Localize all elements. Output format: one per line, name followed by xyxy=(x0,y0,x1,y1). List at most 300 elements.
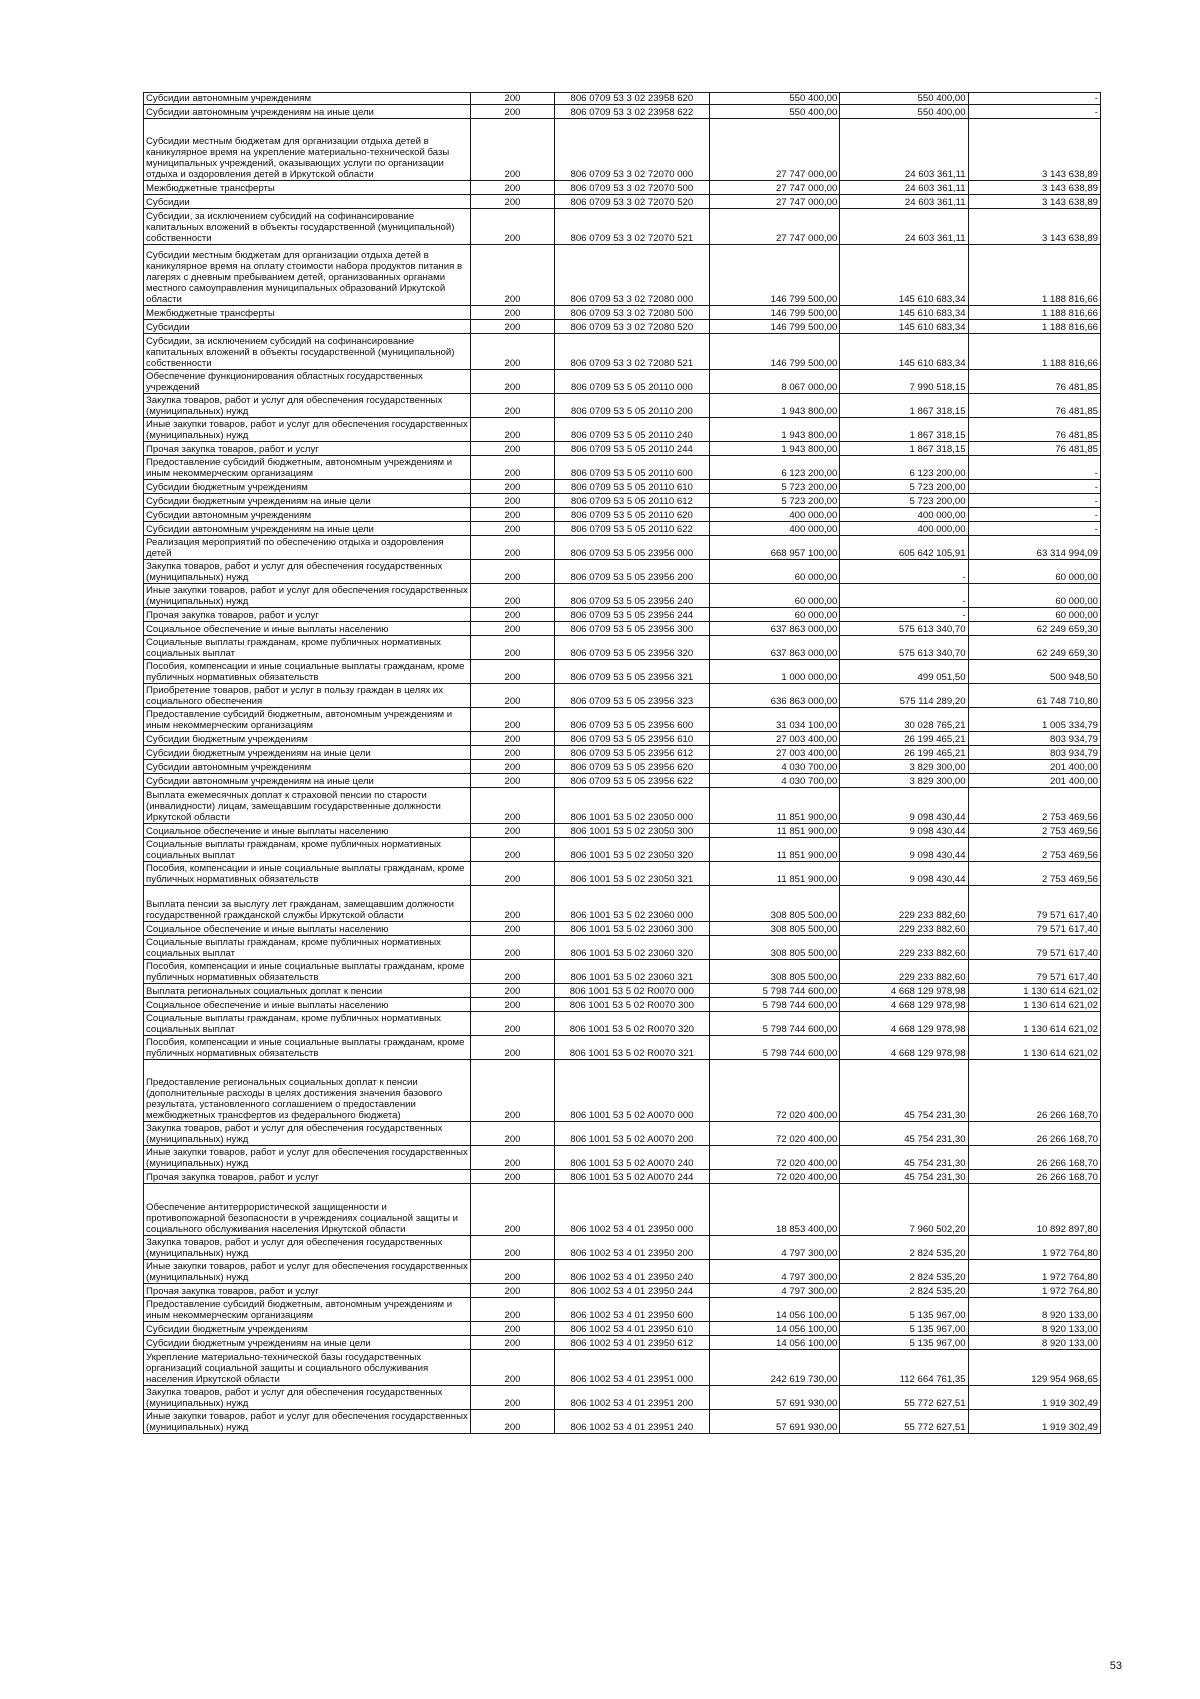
row-unexecuted: 1 130 614 621,02 xyxy=(968,1036,1100,1060)
table-row xyxy=(144,708,1101,732)
budget-execution-table xyxy=(143,92,1101,1434)
row-executed: 55 772 627,51 xyxy=(840,1410,968,1434)
row-approved: 637 863 000,00 xyxy=(710,636,840,660)
row-name: Субсидии автономным учреждениям xyxy=(144,508,471,522)
row-executed: 4 668 129 978,98 xyxy=(840,1036,968,1060)
row-executed: 499 051,50 xyxy=(840,660,968,684)
row-unexecuted: 79 571 617,40 xyxy=(968,960,1100,984)
table-row xyxy=(144,1060,1101,1122)
row-name: Предоставление региональных социальных доплат к пенсии (дополнительные расходы в целях достижения значения базового результата, установленного соглашением о предоставлении межбюджетных трансфертов из федерального бюджета) xyxy=(144,1060,471,1122)
row-approved: 11 851 900,00 xyxy=(710,824,840,838)
row-approved: 1 943 800,00 xyxy=(710,418,840,442)
table-row xyxy=(144,209,1101,245)
row-name: Субсидии бюджетным учреждениям на иные цели xyxy=(144,746,471,760)
row-kbk: 806 0709 53 3 02 23958 620 xyxy=(554,93,709,105)
row-name: Иные закупки товаров, работ и услуг для обеспечения государственных (муниципальных) нужд xyxy=(144,1410,471,1434)
table-row xyxy=(144,1260,1101,1284)
row-name: Закупка товаров, работ и услуг для обеспечения государственных (муниципальных) нужд xyxy=(144,1122,471,1146)
row-name: Иные закупки товаров, работ и услуг для обеспечения государственных (муниципальных) нужд xyxy=(144,418,471,442)
row-kbk: 806 1001 53 5 02 R0070 320 xyxy=(554,1012,709,1036)
row-name: Субсидии автономным учреждениям на иные цели xyxy=(144,522,471,536)
row-code: 200 xyxy=(471,442,554,456)
row-name: Приобретение товаров, работ и услуг в пользу граждан в целях их социального обеспечения xyxy=(144,684,471,708)
row-approved: 4 030 700,00 xyxy=(710,774,840,788)
row-kbk: 806 0709 53 5 05 20110 622 xyxy=(554,522,709,536)
row-name: Иные закупки товаров, работ и услуг для обеспечения государственных (муниципальных) нужд xyxy=(144,1146,471,1170)
row-name: Закупка товаров, работ и услуг для обеспечения государственных (муниципальных) нужд xyxy=(144,394,471,418)
row-unexecuted: 8 920 133,00 xyxy=(968,1298,1100,1322)
row-name: Субсидии автономным учреждениям xyxy=(144,93,471,105)
row-unexecuted: 26 266 168,70 xyxy=(968,1060,1100,1122)
table-body xyxy=(144,93,1101,1434)
table-row xyxy=(144,886,1101,922)
row-code: 200 xyxy=(471,838,554,862)
row-unexecuted: 1 188 816,66 xyxy=(968,306,1100,320)
table-row xyxy=(144,984,1101,998)
row-unexecuted: 60 000,00 xyxy=(968,560,1100,584)
row-kbk: 806 0709 53 5 05 20110 600 xyxy=(554,456,709,480)
row-approved: 242 619 730,00 xyxy=(710,1350,840,1386)
row-kbk: 806 1001 53 5 02 A0070 200 xyxy=(554,1122,709,1146)
row-approved: 57 691 930,00 xyxy=(710,1386,840,1410)
row-executed: 400 000,00 xyxy=(840,508,968,522)
row-name: Межбюджетные трансферты xyxy=(144,181,471,195)
row-unexecuted: 1 919 302,49 xyxy=(968,1386,1100,1410)
row-executed: 145 610 683,34 xyxy=(840,306,968,320)
row-name: Межбюджетные трансферты xyxy=(144,306,471,320)
row-name: Укрепление материально-технической базы государственных организаций социальной защиты и социального обслуживания населения Иркутской области xyxy=(144,1350,471,1386)
row-unexecuted: 79 571 617,40 xyxy=(968,922,1100,936)
row-kbk: 806 1002 53 4 01 23951 200 xyxy=(554,1386,709,1410)
row-code: 200 xyxy=(471,480,554,494)
row-approved: 400 000,00 xyxy=(710,522,840,536)
row-unexecuted: - xyxy=(968,456,1100,480)
row-kbk: 806 1002 53 4 01 23950 244 xyxy=(554,1284,709,1298)
row-unexecuted: 1 130 614 621,02 xyxy=(968,1012,1100,1036)
row-approved: 11 851 900,00 xyxy=(710,788,840,824)
row-code: 200 xyxy=(471,245,554,306)
row-name: Субсидии местным бюджетам для организации отдыха детей в каникулярное время на укрепление материально-технической базы муниципальных учреждений, оказывающих услуги по организации отдыха и оздоровления детей в Иркутской области xyxy=(144,119,471,181)
row-kbk: 806 0709 53 5 05 20110 610 xyxy=(554,480,709,494)
row-unexecuted: 63 314 994,09 xyxy=(968,536,1100,560)
row-name: Обеспечение функционирования областных государственных учреждений xyxy=(144,370,471,394)
row-name: Прочая закупка товаров, работ и услуг xyxy=(144,1284,471,1298)
row-approved: 27 747 000,00 xyxy=(710,119,840,181)
table-row xyxy=(144,334,1101,370)
row-approved: 27 747 000,00 xyxy=(710,181,840,195)
row-code: 200 xyxy=(471,1184,554,1236)
row-kbk: 806 1002 53 4 01 23950 200 xyxy=(554,1236,709,1260)
row-kbk: 806 0709 53 3 02 72070 520 xyxy=(554,195,709,209)
row-executed: 3 829 300,00 xyxy=(840,774,968,788)
row-unexecuted: 26 266 168,70 xyxy=(968,1170,1100,1184)
row-name: Социальные выплаты гражданам, кроме публичных нормативных социальных выплат xyxy=(144,636,471,660)
row-code: 200 xyxy=(471,1260,554,1284)
row-approved: 27 747 000,00 xyxy=(710,209,840,245)
row-unexecuted: 60 000,00 xyxy=(968,584,1100,608)
row-unexecuted: 2 753 469,56 xyxy=(968,862,1100,886)
row-executed: 145 610 683,34 xyxy=(840,334,968,370)
table-row xyxy=(144,684,1101,708)
table-row xyxy=(144,746,1101,760)
row-name: Выплата региональных социальных доплат к пенсии xyxy=(144,984,471,998)
row-executed: 5 135 967,00 xyxy=(840,1336,968,1350)
row-unexecuted: 1 130 614 621,02 xyxy=(968,984,1100,998)
row-executed: 55 772 627,51 xyxy=(840,1386,968,1410)
row-approved: 31 034 100,00 xyxy=(710,708,840,732)
row-executed: 575 613 340,70 xyxy=(840,622,968,636)
row-approved: 146 799 500,00 xyxy=(710,245,840,306)
row-approved: 72 020 400,00 xyxy=(710,1146,840,1170)
row-code: 200 xyxy=(471,1012,554,1036)
table-row xyxy=(144,788,1101,824)
table-row xyxy=(144,119,1101,181)
row-code: 200 xyxy=(471,560,554,584)
row-code: 200 xyxy=(471,1298,554,1322)
row-kbk: 806 1001 53 5 02 23060 300 xyxy=(554,922,709,936)
row-approved: 18 853 400,00 xyxy=(710,1184,840,1236)
row-unexecuted: 62 249 659,30 xyxy=(968,636,1100,660)
row-approved: 308 805 500,00 xyxy=(710,936,840,960)
row-unexecuted: - xyxy=(968,522,1100,536)
table-row xyxy=(144,245,1101,306)
row-executed: 550 400,00 xyxy=(840,105,968,119)
table-row xyxy=(144,1036,1101,1060)
row-name: Закупка товаров, работ и услуг для обеспечения государственных (муниципальных) нужд xyxy=(144,1386,471,1410)
row-executed: 24 603 361,11 xyxy=(840,119,968,181)
row-executed: 400 000,00 xyxy=(840,522,968,536)
table-row xyxy=(144,1012,1101,1036)
table-row xyxy=(144,560,1101,584)
row-code: 200 xyxy=(471,660,554,684)
row-unexecuted: 26 266 168,70 xyxy=(968,1146,1100,1170)
table-row xyxy=(144,508,1101,522)
row-unexecuted: 2 753 469,56 xyxy=(968,824,1100,838)
row-name: Субсидии xyxy=(144,195,471,209)
table-row xyxy=(144,636,1101,660)
row-executed: - xyxy=(840,560,968,584)
row-name: Социальные выплаты гражданам, кроме публичных нормативных социальных выплат xyxy=(144,838,471,862)
row-kbk: 806 1001 53 5 02 23060 000 xyxy=(554,886,709,922)
row-unexecuted: 1 130 614 621,02 xyxy=(968,998,1100,1012)
row-executed: - xyxy=(840,584,968,608)
row-code: 200 xyxy=(471,1350,554,1386)
row-unexecuted: - xyxy=(968,105,1100,119)
row-kbk: 806 0709 53 5 05 23956 300 xyxy=(554,622,709,636)
row-executed: 112 664 761,35 xyxy=(840,1350,968,1386)
row-approved: 27 747 000,00 xyxy=(710,195,840,209)
table-row xyxy=(144,732,1101,746)
row-kbk: 806 0709 53 5 05 23956 320 xyxy=(554,636,709,660)
row-name: Субсидии бюджетным учреждениям xyxy=(144,1322,471,1336)
row-code: 200 xyxy=(471,306,554,320)
row-kbk: 806 1001 53 5 02 23060 321 xyxy=(554,960,709,984)
row-executed: 45 754 231,30 xyxy=(840,1122,968,1146)
row-executed: 9 098 430,44 xyxy=(840,862,968,886)
row-executed: 45 754 231,30 xyxy=(840,1060,968,1122)
row-code: 200 xyxy=(471,636,554,660)
table-row xyxy=(144,608,1101,622)
row-kbk: 806 0709 53 5 05 20110 200 xyxy=(554,394,709,418)
row-kbk: 806 1002 53 4 01 23950 610 xyxy=(554,1322,709,1336)
row-approved: 72 020 400,00 xyxy=(710,1060,840,1122)
row-code: 200 xyxy=(471,936,554,960)
row-unexecuted: 1 919 302,49 xyxy=(968,1410,1100,1434)
row-approved: 1 943 800,00 xyxy=(710,394,840,418)
row-kbk: 806 1001 53 5 02 A0070 244 xyxy=(554,1170,709,1184)
row-approved: 8 067 000,00 xyxy=(710,370,840,394)
row-code: 200 xyxy=(471,209,554,245)
row-unexecuted: - xyxy=(968,93,1100,105)
row-name: Иные закупки товаров, работ и услуг для обеспечения государственных (муниципальных) нужд xyxy=(144,584,471,608)
row-name: Иные закупки товаров, работ и услуг для обеспечения государственных (муниципальных) нужд xyxy=(144,1260,471,1284)
row-name: Предоставление субсидий бюджетным, автономным учреждениям и иным некоммерческим организациям xyxy=(144,708,471,732)
row-name: Субсидии автономным учреждениям на иные цели xyxy=(144,774,471,788)
row-name: Субсидии, за исключением субсидий на софинансирование капитальных вложений в объекты государственной (муниципальной) собственности xyxy=(144,209,471,245)
row-approved: 1 943 800,00 xyxy=(710,442,840,456)
row-name: Субсидии автономным учреждениям xyxy=(144,760,471,774)
row-code: 200 xyxy=(471,394,554,418)
row-executed: 4 668 129 978,98 xyxy=(840,998,968,1012)
row-unexecuted: 803 934,79 xyxy=(968,732,1100,746)
row-kbk: 806 1001 53 5 02 23050 320 xyxy=(554,838,709,862)
row-name: Социальное обеспечение и иные выплаты населению xyxy=(144,622,471,636)
row-unexecuted: 1 972 764,80 xyxy=(968,1284,1100,1298)
row-approved: 27 003 400,00 xyxy=(710,732,840,746)
row-unexecuted: 26 266 168,70 xyxy=(968,1122,1100,1146)
row-name: Субсидии бюджетным учреждениям на иные цели xyxy=(144,1336,471,1350)
row-executed: 30 028 765,21 xyxy=(840,708,968,732)
row-code: 200 xyxy=(471,1060,554,1122)
row-name: Субсидии xyxy=(144,320,471,334)
row-kbk: 806 0709 53 5 05 23956 612 xyxy=(554,746,709,760)
row-kbk: 806 1002 53 4 01 23951 000 xyxy=(554,1350,709,1386)
row-name: Обеспечение антитеррористической защищенности и противопожарной безопасности в учреждениях социальной защиты и социального обслуживания населения Иркутской области xyxy=(144,1184,471,1236)
row-executed: 26 199 465,21 xyxy=(840,732,968,746)
row-approved: 60 000,00 xyxy=(710,584,840,608)
row-approved: 72 020 400,00 xyxy=(710,1170,840,1184)
table-row xyxy=(144,1386,1101,1410)
row-approved: 146 799 500,00 xyxy=(710,306,840,320)
row-approved: 27 003 400,00 xyxy=(710,746,840,760)
row-name: Прочая закупка товаров, работ и услуг xyxy=(144,608,471,622)
row-name: Пособия, компенсации и иные социальные выплаты гражданам, кроме публичных нормативных обязательств xyxy=(144,1036,471,1060)
row-executed: 4 668 129 978,98 xyxy=(840,1012,968,1036)
row-kbk: 806 1002 53 4 01 23951 240 xyxy=(554,1410,709,1434)
row-unexecuted: 500 948,50 xyxy=(968,660,1100,684)
row-code: 200 xyxy=(471,960,554,984)
row-code: 200 xyxy=(471,93,554,105)
row-executed: 45 754 231,30 xyxy=(840,1146,968,1170)
table-row xyxy=(144,1236,1101,1260)
row-code: 200 xyxy=(471,1410,554,1434)
row-approved: 636 863 000,00 xyxy=(710,684,840,708)
row-kbk: 806 1001 53 5 02 A0070 240 xyxy=(554,1146,709,1170)
row-kbk: 806 0709 53 5 05 23956 321 xyxy=(554,660,709,684)
row-executed: 4 668 129 978,98 xyxy=(840,984,968,998)
table-row xyxy=(144,838,1101,862)
row-code: 200 xyxy=(471,536,554,560)
table-row xyxy=(144,1350,1101,1386)
row-executed: 26 199 465,21 xyxy=(840,746,968,760)
row-unexecuted: 8 920 133,00 xyxy=(968,1336,1100,1350)
row-kbk: 806 0709 53 3 02 72070 521 xyxy=(554,209,709,245)
row-name: Субсидии, за исключением субсидий на софинансирование капитальных вложений в объекты государственной (муниципальной) собственности xyxy=(144,334,471,370)
row-executed: 2 824 535,20 xyxy=(840,1284,968,1298)
row-approved: 5 723 200,00 xyxy=(710,494,840,508)
row-executed: 550 400,00 xyxy=(840,93,968,105)
row-unexecuted: 76 481,85 xyxy=(968,370,1100,394)
row-name: Субсидии бюджетным учреждениям xyxy=(144,480,471,494)
row-executed: 2 824 535,20 xyxy=(840,1236,968,1260)
row-code: 200 xyxy=(471,105,554,119)
row-executed: 575 613 340,70 xyxy=(840,636,968,660)
row-name: Закупка товаров, работ и услуг для обеспечения государственных (муниципальных) нужд xyxy=(144,560,471,584)
row-code: 200 xyxy=(471,508,554,522)
table-row xyxy=(144,536,1101,560)
row-executed: 24 603 361,11 xyxy=(840,209,968,245)
table-row xyxy=(144,1146,1101,1170)
row-unexecuted: - xyxy=(968,480,1100,494)
row-code: 200 xyxy=(471,1236,554,1260)
row-code: 200 xyxy=(471,195,554,209)
row-approved: 5 798 744 600,00 xyxy=(710,998,840,1012)
row-executed: 605 642 105,91 xyxy=(840,536,968,560)
row-executed: 5 135 967,00 xyxy=(840,1322,968,1336)
row-approved: 400 000,00 xyxy=(710,508,840,522)
row-unexecuted: 1 188 816,66 xyxy=(968,334,1100,370)
row-kbk: 806 0709 53 3 02 72070 500 xyxy=(554,181,709,195)
row-unexecuted: 3 143 638,89 xyxy=(968,195,1100,209)
row-unexecuted: 3 143 638,89 xyxy=(968,209,1100,245)
row-unexecuted: - xyxy=(968,508,1100,522)
row-name: Социальное обеспечение и иные выплаты населению xyxy=(144,998,471,1012)
table-row xyxy=(144,1322,1101,1336)
row-approved: 1 000 000,00 xyxy=(710,660,840,684)
row-executed: 229 233 882,60 xyxy=(840,922,968,936)
row-executed: 229 233 882,60 xyxy=(840,936,968,960)
table-row xyxy=(144,105,1101,119)
row-unexecuted: 61 748 710,80 xyxy=(968,684,1100,708)
row-approved: 146 799 500,00 xyxy=(710,334,840,370)
page-number: 53 xyxy=(1109,1660,1122,1672)
row-executed: 24 603 361,11 xyxy=(840,181,968,195)
row-code: 200 xyxy=(471,824,554,838)
table-row xyxy=(144,862,1101,886)
row-code: 200 xyxy=(471,608,554,622)
table-row xyxy=(144,480,1101,494)
row-name: Выплата пенсии за выслугу лет гражданам, замещавшим должности государственной гражданской службы Иркутской области xyxy=(144,886,471,922)
row-name: Субсидии бюджетным учреждениям на иные цели xyxy=(144,494,471,508)
row-name: Выплата ежемесячных доплат к страховой пенсии по старости (инвалидности) лицам, замещавшим государственные должности Иркутской области xyxy=(144,788,471,824)
table-row xyxy=(144,960,1101,984)
row-name: Предоставление субсидий бюджетным, автономным учреждениям и иным некоммерческим организациям xyxy=(144,1298,471,1322)
row-executed: 6 123 200,00 xyxy=(840,456,968,480)
row-unexecuted: 2 753 469,56 xyxy=(968,838,1100,862)
row-name: Прочая закупка товаров, работ и услуг xyxy=(144,1170,471,1184)
table-row xyxy=(144,93,1101,105)
row-name: Закупка товаров, работ и услуг для обеспечения государственных (муниципальных) нужд xyxy=(144,1236,471,1260)
row-code: 200 xyxy=(471,418,554,442)
row-code: 200 xyxy=(471,1170,554,1184)
row-kbk: 806 0709 53 5 05 23956 200 xyxy=(554,560,709,584)
row-executed: 7 960 502,20 xyxy=(840,1184,968,1236)
row-kbk: 806 1001 53 5 02 A0070 000 xyxy=(554,1060,709,1122)
row-kbk: 806 1001 53 5 02 23050 000 xyxy=(554,788,709,824)
row-unexecuted: 201 400,00 xyxy=(968,760,1100,774)
row-name: Реализация мероприятий по обеспечению отдыха и оздоровления детей xyxy=(144,536,471,560)
row-unexecuted: 79 571 617,40 xyxy=(968,886,1100,922)
row-approved: 5 798 744 600,00 xyxy=(710,984,840,998)
row-kbk: 806 0709 53 5 05 23956 610 xyxy=(554,732,709,746)
row-unexecuted: 1 188 816,66 xyxy=(968,320,1100,334)
row-kbk: 806 0709 53 3 02 72080 520 xyxy=(554,320,709,334)
row-code: 200 xyxy=(471,886,554,922)
table-row xyxy=(144,370,1101,394)
row-executed: 3 829 300,00 xyxy=(840,760,968,774)
row-code: 200 xyxy=(471,370,554,394)
row-executed: 5 723 200,00 xyxy=(840,494,968,508)
row-approved: 4 797 300,00 xyxy=(710,1260,840,1284)
row-executed: 145 610 683,34 xyxy=(840,245,968,306)
row-name: Субсидии автономным учреждениям на иные цели xyxy=(144,105,471,119)
row-approved: 550 400,00 xyxy=(710,105,840,119)
table-row xyxy=(144,1298,1101,1322)
row-code: 200 xyxy=(471,584,554,608)
row-approved: 668 957 100,00 xyxy=(710,536,840,560)
row-code: 200 xyxy=(471,1036,554,1060)
table-row xyxy=(144,418,1101,442)
row-name: Пособия, компенсации и иные социальные выплаты гражданам, кроме публичных нормативных обязательств xyxy=(144,660,471,684)
row-name: Социальные выплаты гражданам, кроме публичных нормативных социальных выплат xyxy=(144,936,471,960)
table-row xyxy=(144,195,1101,209)
row-name: Пособия, компенсации и иные социальные выплаты гражданам, кроме публичных нормативных обязательств xyxy=(144,960,471,984)
row-kbk: 806 1002 53 4 01 23950 000 xyxy=(554,1184,709,1236)
row-code: 200 xyxy=(471,334,554,370)
row-unexecuted: 803 934,79 xyxy=(968,746,1100,760)
row-unexecuted: 76 481,85 xyxy=(968,418,1100,442)
row-executed: 45 754 231,30 xyxy=(840,1170,968,1184)
row-code: 200 xyxy=(471,494,554,508)
row-approved: 11 851 900,00 xyxy=(710,838,840,862)
table-row xyxy=(144,1284,1101,1298)
row-approved: 11 851 900,00 xyxy=(710,862,840,886)
row-code: 200 xyxy=(471,746,554,760)
row-executed: 1 867 318,15 xyxy=(840,418,968,442)
row-unexecuted: 201 400,00 xyxy=(968,774,1100,788)
table-row xyxy=(144,394,1101,418)
row-approved: 14 056 100,00 xyxy=(710,1298,840,1322)
row-code: 200 xyxy=(471,922,554,936)
row-code: 200 xyxy=(471,456,554,480)
row-unexecuted: 1 005 334,79 xyxy=(968,708,1100,732)
row-unexecuted: 3 143 638,89 xyxy=(968,119,1100,181)
row-kbk: 806 1002 53 4 01 23950 612 xyxy=(554,1336,709,1350)
row-code: 200 xyxy=(471,181,554,195)
row-code: 200 xyxy=(471,1322,554,1336)
row-executed: 9 098 430,44 xyxy=(840,838,968,862)
row-executed: - xyxy=(840,608,968,622)
row-kbk: 806 0709 53 5 05 23956 620 xyxy=(554,760,709,774)
table-row xyxy=(144,660,1101,684)
row-code: 200 xyxy=(471,708,554,732)
row-kbk: 806 1001 53 5 02 23050 321 xyxy=(554,862,709,886)
row-name: Субсидии местным бюджетам для организации отдыха детей в каникулярное время на оплату стоимости набора продуктов питания в лагерях с дневным пребыванием детей, организованных органами местного самоуправления муниципальных образований Иркутской области xyxy=(144,245,471,306)
row-unexecuted: 79 571 617,40 xyxy=(968,936,1100,960)
row-kbk: 806 0709 53 3 02 23958 622 xyxy=(554,105,709,119)
row-executed: 7 990 518,15 xyxy=(840,370,968,394)
row-code: 200 xyxy=(471,1284,554,1298)
